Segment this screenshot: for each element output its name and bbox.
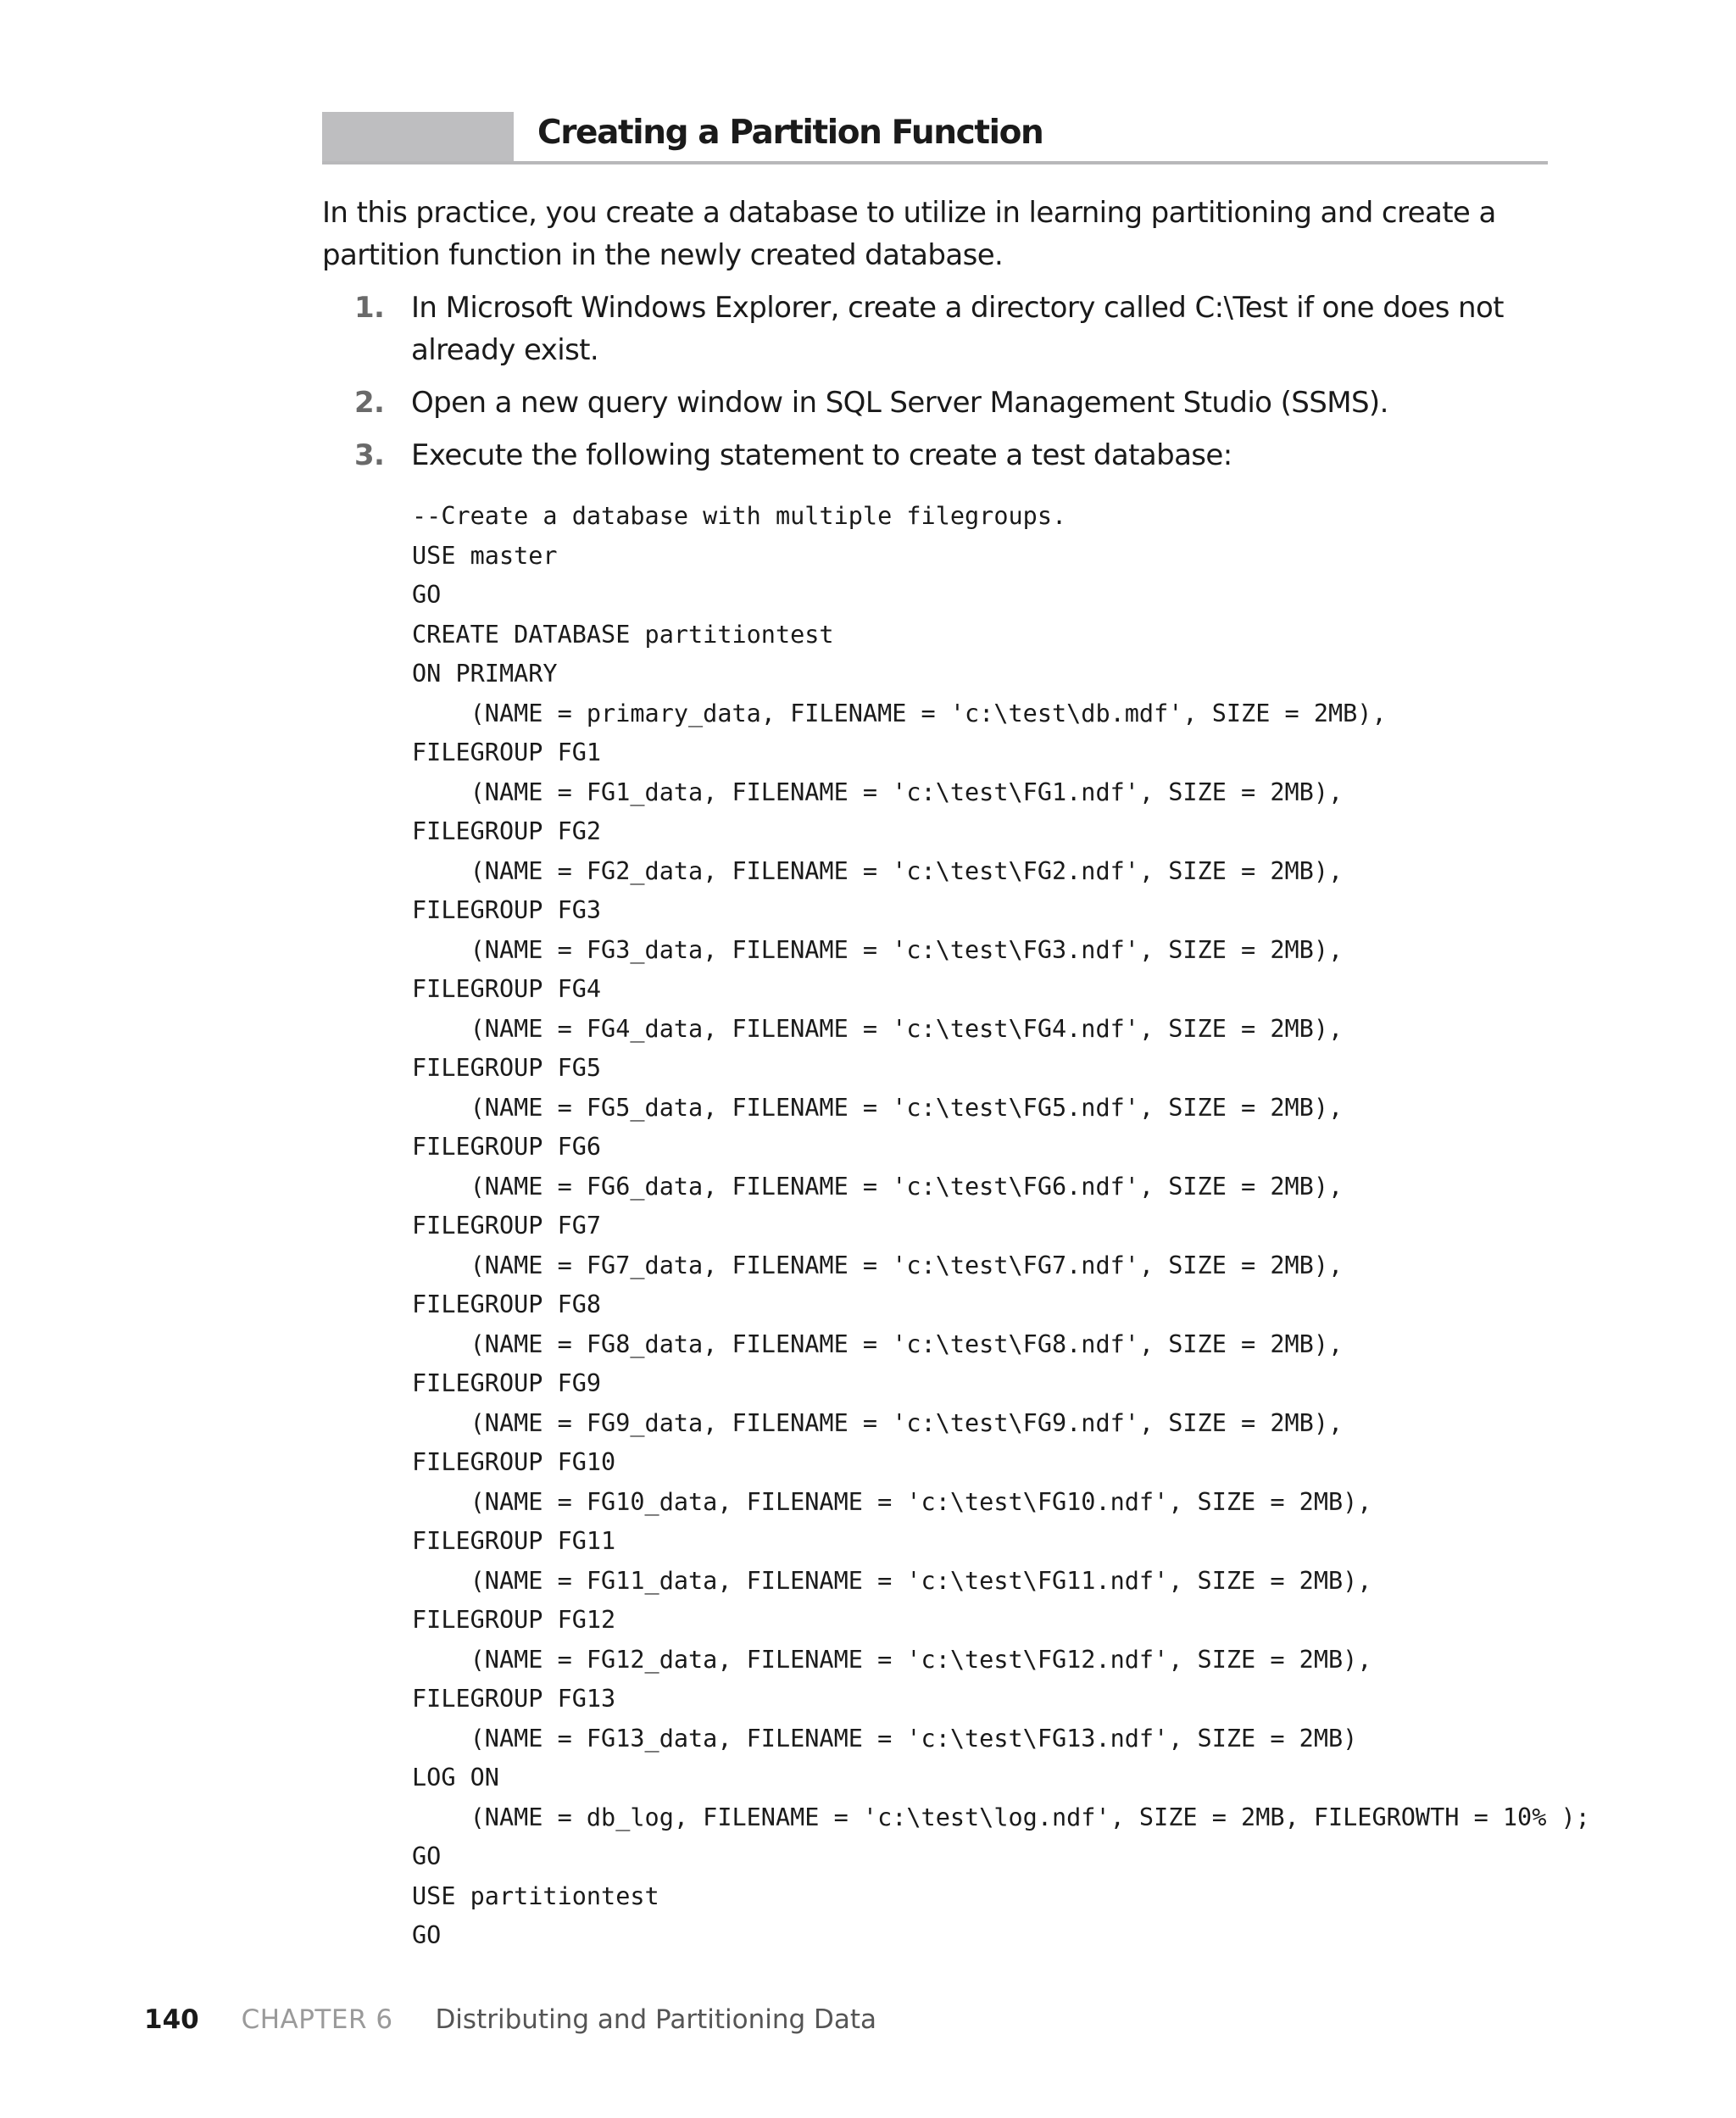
code-line: FILEGROUP FG13 (412, 1685, 616, 1713)
code-line: CREATE DATABASE partitiontest (412, 620, 834, 649)
code-block (412, 497, 1590, 1956)
intro-paragraph: In this practice, you create a database to utilize in learning partitioning and create a partition function in the newly created database. (322, 196, 1496, 272)
code-line: ON PRIMARY (412, 660, 558, 688)
code-line: FILEGROUP FG12 (412, 1606, 616, 1634)
step-item (322, 287, 1560, 371)
code-line: (NAME = FG4_data, FILENAME = 'c:\test\FG4.ndf', SIZE = 2MB), (412, 1014, 1344, 1043)
code-line: FILEGROUP FG4 (412, 975, 602, 1003)
step-text: Open a new query window in SQL Server Management Studio (SSMS). (411, 386, 1388, 420)
code-line: FILEGROUP FG8 (412, 1290, 602, 1318)
code-line: --Create a database with multiple filegroups. (412, 502, 1067, 530)
step-item (322, 382, 1560, 424)
chapter-label: CHAPTER 6 (241, 2004, 393, 2035)
code-line: (NAME = FG13_data, FILENAME = 'c:\test\FG13.ndf', SIZE = 2MB) (412, 1724, 1358, 1753)
section-title: Creating a Partition Function (537, 114, 1043, 152)
code-line: FILEGROUP FG10 (412, 1448, 616, 1476)
code-line: FILEGROUP FG2 (412, 817, 602, 845)
code-line: FILEGROUP FG9 (412, 1369, 602, 1397)
code-line: LOG ON (412, 1764, 499, 1792)
code-line: (NAME = primary_data, FILENAME = 'c:\test\db.mdf', SIZE = 2MB), (412, 699, 1387, 727)
code-line: (NAME = db_log, FILENAME = 'c:\test\log.ndf', SIZE = 2MB, FILEGROWTH = 10% ); (412, 1803, 1590, 1831)
code-line: (NAME = FG9_data, FILENAME = 'c:\test\FG9.ndf', SIZE = 2MB), (412, 1408, 1344, 1437)
step-number: 3. (354, 438, 385, 472)
code-line: FILEGROUP FG6 (412, 1133, 602, 1161)
code-line: FILEGROUP FG5 (412, 1054, 602, 1082)
section-header-tab (322, 112, 514, 161)
code-line: FILEGROUP FG3 (412, 896, 602, 924)
code-line: (NAME = FG11_data, FILENAME = 'c:\test\FG11.ndf', SIZE = 2MB), (412, 1566, 1372, 1595)
code-line: (NAME = FG10_data, FILENAME = 'c:\test\FG10.ndf', SIZE = 2MB), (412, 1487, 1372, 1516)
steps-list (322, 287, 1560, 487)
code-line: (NAME = FG2_data, FILENAME = 'c:\test\FG2.ndf', SIZE = 2MB), (412, 856, 1344, 885)
code-line: FILEGROUP FG1 (412, 739, 602, 766)
code-line: (NAME = FG8_data, FILENAME = 'c:\test\FG8.ndf', SIZE = 2MB), (412, 1329, 1344, 1358)
code-line: (NAME = FG6_data, FILENAME = 'c:\test\FG6.ndf', SIZE = 2MB), (412, 1172, 1344, 1201)
step-text: Execute the following statement to create a test database: (411, 438, 1232, 472)
code-line: (NAME = FG3_data, FILENAME = 'c:\test\FG3.ndf', SIZE = 2MB), (412, 935, 1344, 964)
code-line: (NAME = FG12_data, FILENAME = 'c:\test\FG12.ndf', SIZE = 2MB), (412, 1645, 1372, 1674)
step-number: 2. (354, 386, 385, 420)
section-header (322, 112, 1548, 164)
code-line: (NAME = FG7_data, FILENAME = 'c:\test\FG7.ndf', SIZE = 2MB), (412, 1251, 1344, 1279)
code-line: GO (412, 1921, 442, 1949)
chapter-title: Distributing and Partitioning Data (435, 2004, 877, 2035)
page-footer (144, 2003, 876, 2037)
page-number: 140 (144, 2004, 199, 2035)
code-line: FILEGROUP FG7 (412, 1212, 602, 1240)
step-text: In Microsoft Windows Explorer, create a directory called C:\Test if one does not already exist. (411, 291, 1504, 367)
code-line: (NAME = FG5_data, FILENAME = 'c:\test\FG5.ndf', SIZE = 2MB), (412, 1093, 1344, 1122)
code-line: FILEGROUP FG11 (412, 1527, 616, 1555)
step-number: 1. (354, 291, 385, 325)
code-line: USE partitiontest (412, 1881, 659, 1910)
code-line: USE master (412, 541, 558, 570)
code-line: GO (412, 1842, 442, 1870)
code-line: GO (412, 581, 442, 609)
code-line: (NAME = FG1_data, FILENAME = 'c:\test\FG1.ndf', SIZE = 2MB), (412, 778, 1344, 806)
step-item (322, 434, 1560, 477)
